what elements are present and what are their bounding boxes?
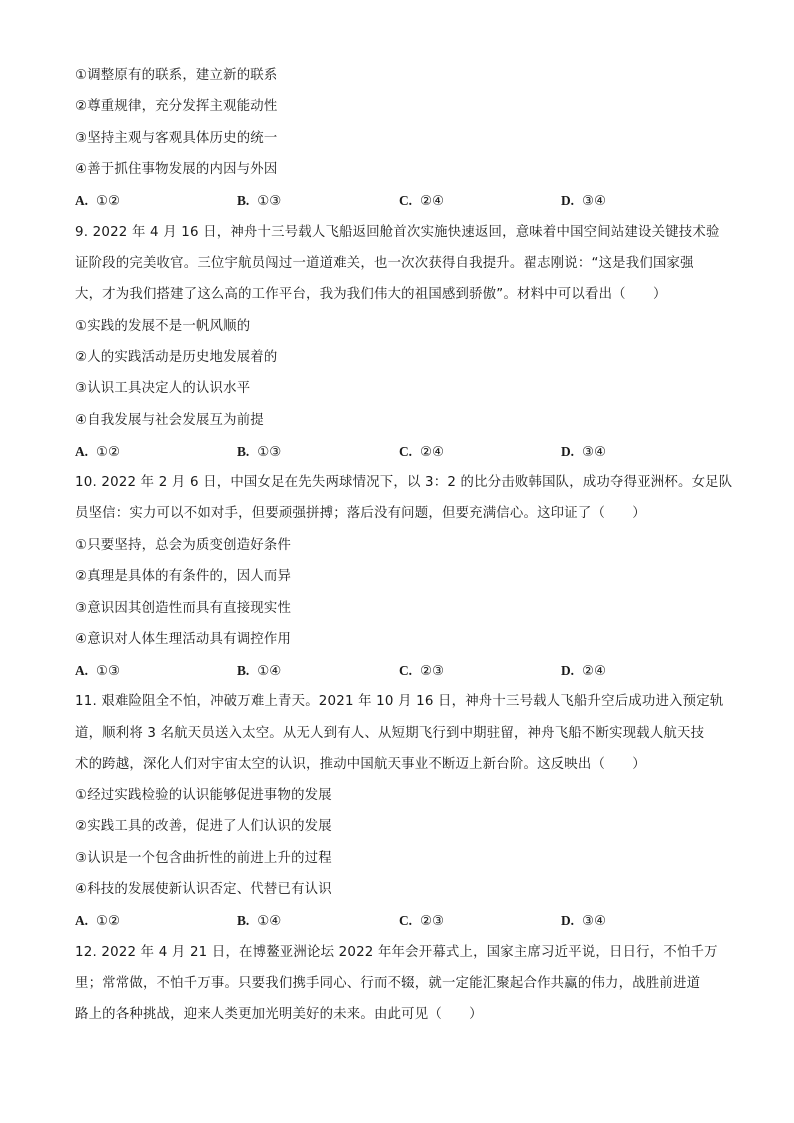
q11-stem-line-3: 术的跨越，深化人们对宇宙太空的认识，推动中国航天事业不断迈上新台阶。这反映出（ ） (75, 757, 646, 772)
q9-option-c (399, 443, 444, 462)
option-letter: A. (75, 913, 89, 928)
option-letter: C. (399, 663, 413, 678)
option-letter: B. (237, 193, 250, 208)
q9-stem-line-3: 大，才为我们搭建了这么高的工作平台，我为我们伟大的祖国感到骄傲”。材料中可以看出（ ） (75, 287, 667, 302)
q12-stem-line-1: 12. 2022 年 4 月 21 日，在博鳌亚洲论坛 2022 年年会开幕式上，国家主席习近平说，日日行，不怕千万 (75, 945, 718, 960)
q8-option-b (237, 192, 281, 211)
q8-option-c (399, 192, 444, 211)
q9-item-3: ③认识工具决定人的认识水平 (75, 381, 251, 396)
option-letter: B. (237, 663, 250, 678)
q10-item-2: ②真理是具体的有条件的，因人而异 (75, 569, 292, 584)
option-letter: D. (561, 663, 575, 678)
option-letter: B. (237, 444, 250, 459)
q8-option-d (561, 192, 606, 211)
q10-option-b (237, 662, 281, 681)
q10-stem-line-1: 10. 2022 年 2 月 6 日，中国女足在先失两球情况下，以 3：2 的比分击败韩国队，成功夺得亚洲杯。女足队 (75, 475, 733, 490)
q11-option-d (561, 912, 606, 931)
q9-option-b (237, 443, 281, 462)
q9-stem-line-2: 证阶段的完美收官。三位宇航员闯过一道道难关，也一次次获得自我提升。翟志刚说：“这是我们国家强 (75, 256, 694, 271)
q11-item-2: ②实践工具的改善，促进了人们认识的发展 (75, 819, 332, 834)
q10-option-a (75, 662, 120, 681)
q8-item-2: ②尊重规律，充分发挥主观能动性 (75, 99, 278, 114)
q11-option-c (399, 912, 444, 931)
option-text: ①③ (96, 664, 121, 679)
option-text: ①④ (257, 664, 282, 679)
option-text: ①③ (257, 194, 282, 209)
q11-item-1: ①经过实践检验的认识能够促进事物的发展 (75, 788, 332, 803)
q9-item-1: ①实践的发展不是一帆风顺的 (75, 319, 251, 334)
q8-item-3: ③坚持主观与客观具体历史的统一 (75, 131, 278, 146)
option-text: ①③ (257, 445, 282, 460)
option-letter: D. (561, 913, 575, 928)
option-letter: C. (399, 913, 413, 928)
q9-item-4: ④自我发展与社会发展互为前提 (75, 413, 264, 428)
option-text: ②③ (420, 914, 445, 929)
q10-item-1: ①只要坚持，总会为质变创造好条件 (75, 538, 292, 553)
q9-stem-line-1: 9. 2022 年 4 月 16 日，神舟十三号载人飞船返回舱首次实施快速返回，意味着中国空间站建设关键技术验 (75, 225, 720, 240)
q8-options (75, 192, 725, 210)
q12-stem-line-2: 里；常常做，不怕千万事。只要我们携手同心、行而不辍，就一定能汇聚起合作共赢的伟力，战胜前进道 (75, 976, 701, 991)
option-text: ②④ (582, 664, 607, 679)
q9-option-a (75, 443, 120, 462)
option-text: ③④ (582, 914, 607, 929)
q11-options (75, 912, 725, 930)
option-text: ②④ (420, 194, 445, 209)
q11-item-3: ③认识是一个包含曲折性的前进上升的过程 (75, 851, 332, 866)
q10-option-d (561, 662, 606, 681)
option-text: ③④ (582, 445, 607, 460)
q10-item-3: ③意识因其创造性而具有直接现实性 (75, 601, 292, 616)
q10-stem-line-2: 员坚信：实力可以不如对手，但要顽强拼搏；落后没有问题，但要充满信心。这印证了（ ） (75, 506, 646, 521)
option-text: ③④ (582, 194, 607, 209)
q8-item-4: ④善于抓住事物发展的内因与外因 (75, 162, 278, 177)
q11-stem-line-1: 11. 艰难险阻全不怕，冲破万难上青天。2021 年 10 月 16 日，神舟十三号载人飞船升空后成功进入预定轨 (75, 694, 724, 709)
option-text: ②④ (420, 445, 445, 460)
q9-option-d (561, 443, 606, 462)
option-text: ①② (96, 914, 121, 929)
q8-option-a (75, 192, 120, 211)
option-letter: B. (237, 913, 250, 928)
option-letter: A. (75, 663, 89, 678)
option-letter: C. (399, 444, 413, 459)
option-letter: A. (75, 193, 89, 208)
option-text: ①② (96, 194, 121, 209)
option-letter: C. (399, 193, 413, 208)
q11-item-4: ④科技的发展使新认识否定、代替已有认识 (75, 882, 332, 897)
q9-item-2: ②人的实践活动是历史地发展着的 (75, 350, 278, 365)
option-text: ①④ (257, 914, 282, 929)
option-letter: D. (561, 193, 575, 208)
q11-stem-line-2: 道，顺利将 3 名航天员送入太空。从无人到有人、从短期飞行到中期驻留，神舟飞船不断实现载人航天技 (75, 726, 705, 741)
q11-option-b (237, 912, 281, 931)
q9-options (75, 443, 725, 461)
q8-item-1: ①调整原有的联系，建立新的联系 (75, 68, 278, 83)
option-letter: A. (75, 444, 89, 459)
q10-options (75, 662, 725, 680)
q12-stem-line-3: 路上的各种挑战，迎来人类更加光明美好的未来。由此可见（ ） (75, 1007, 483, 1022)
q11-option-a (75, 912, 120, 931)
option-letter: D. (561, 444, 575, 459)
q10-option-c (399, 662, 444, 681)
option-text: ②③ (420, 664, 445, 679)
option-text: ①② (96, 445, 121, 460)
q10-item-4: ④意识对人体生理活动具有调控作用 (75, 632, 292, 647)
